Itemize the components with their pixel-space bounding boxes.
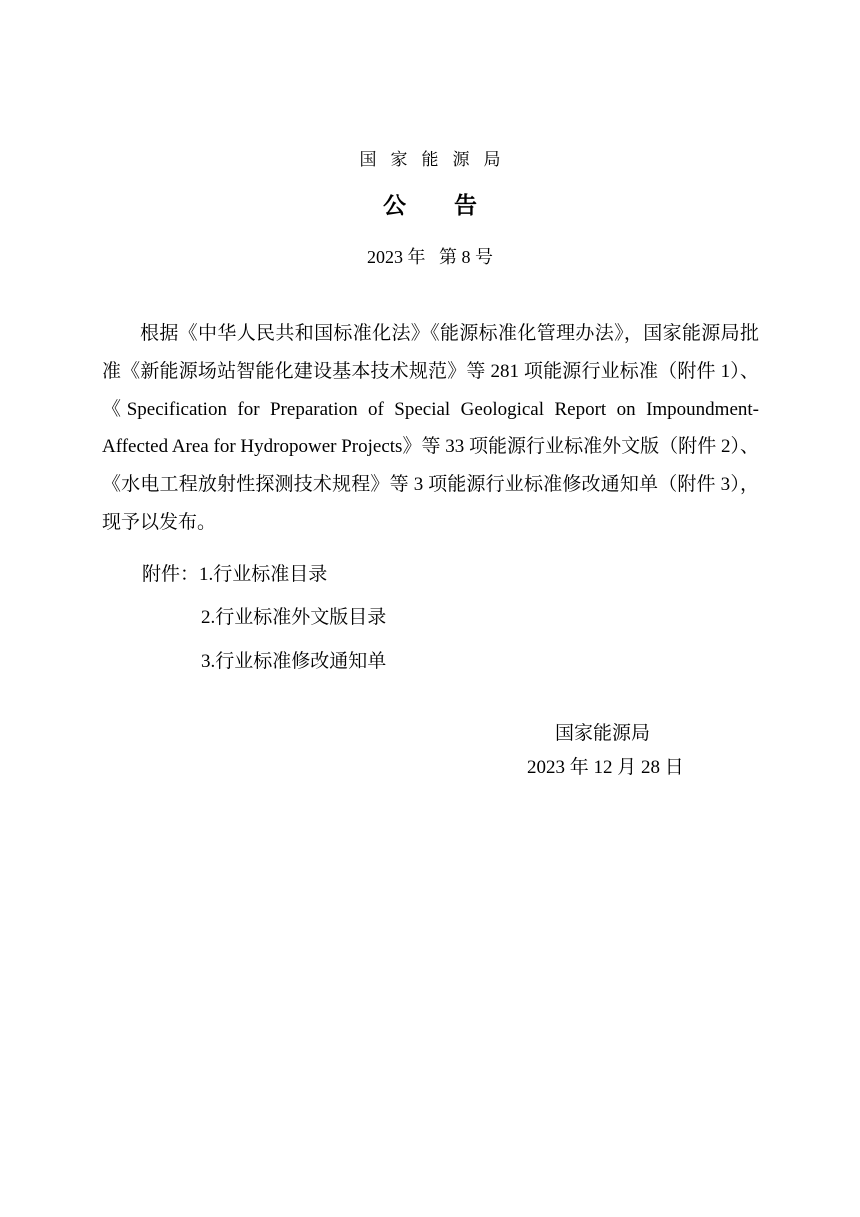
attachment-item: 2.行业标准外文版目录 xyxy=(201,607,387,628)
attachments-label: 附件： xyxy=(142,564,200,585)
signature-organization: 国家能源局 xyxy=(555,723,651,744)
document-type-char-2: 告 xyxy=(454,193,477,218)
document-type-heading xyxy=(0,192,860,220)
document-type-char-1: 公 xyxy=(383,193,406,218)
document-number: 2023 年 第 8 号 xyxy=(367,247,493,267)
signature-date: 2023 年 12 月 28 日 xyxy=(527,757,684,778)
attachment-item: 3.行业标准修改通知单 xyxy=(201,651,387,672)
attachment-item: 1.行业标准目录 xyxy=(199,564,328,585)
announcement-paragraph: 根据《中华人民共和国标准化法》《能源标准化管理办法》，国家能源局批准《新能源场站智能化建设基本技术规范》等 281 项能源行业标准（附件 1）、《Specification for Preparation of Special Geological Report on Impoundment-Affected Area for Hydropower Projects》等 33 项能源行业标准外文版（附件 2）、《水电工程放射性探测技术规程》等 3 项能源行业标准修改通知单（附件 3），现予以发布。 xyxy=(102,323,759,533)
issuer-heading: 国家能源局 xyxy=(359,150,515,169)
